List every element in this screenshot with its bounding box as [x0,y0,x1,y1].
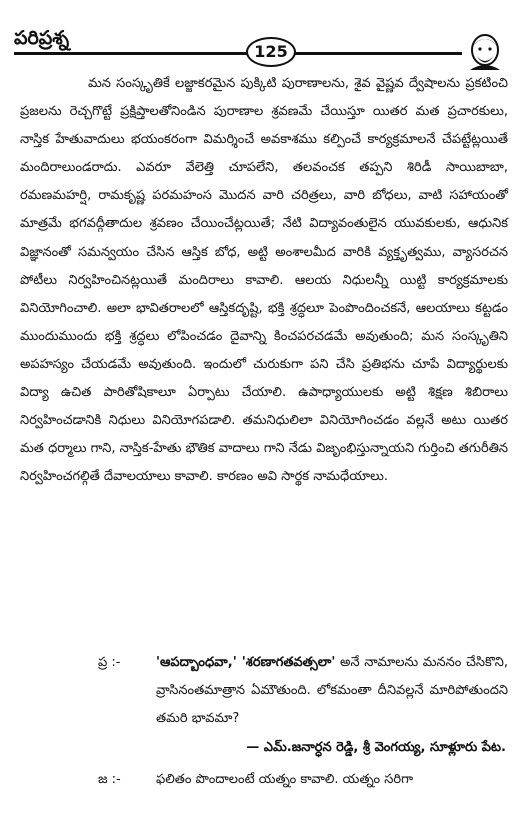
question-marker: ప్ర :- [98,655,121,670]
author-portrait-icon [466,30,504,70]
question-text: అనే నామాలను మననం చేసికొని, వ్రాసినంతమాత్రాన ఏమౌతుంది. లోకమంతా దీనివల్లనే మారిపోతుందని తమరి భావమా? [156,655,508,726]
question-block [20,649,508,733]
question-content [156,649,508,733]
answer-block [20,766,508,794]
answer-text: ఫలితం పొందాలంటే యత్నం కావాలి. యత్నం సరిగా [156,772,414,787]
running-header-title: పరిప్రశ్న [14,27,70,49]
paragraph-text: మన సంస్కృతికే లజ్జాకరమైన పుక్కిటి పురాణాలను, శైవ వైష్ణవ ద్వేషాలను ప్రకటించి ప్రజలను రెచ్చగొట్టే ప్రక్షిప్తాలతోనిండిన పురాణాల శ్రవణమే చేయిస్తూ యితర మత ప్రచారకులు, నాస్తిక హేతువాదులు భయంకరంగా విమర్శించే అవకాశము కల్పించే కార్యక్రమాలనే చేపట్టేట్లయితే మందిరాలుండరాదు. ఎవరూ వేలెత్తి చూపలేని, తలవంచక తప్పని శిరిడీ సాయిబాబా, రమణమహర్షి, రామకృష్ణ పరమహంస మొదన వారి చరిత్రలు, వారి బోధలు, వాటి సహాయంతో మాత్రమే భగవద్గీతాదుల శ్రవణం చేయించేట్లయితే; నేటి విద్యావంతులైన యువకులకు, ఆధునిక విజ్ఞానంతో సమన్వయం చేసిన ఆస్తిక బోధ, అట్టి అంశాలమీద వారికి వ్యక్తృత్వము, వ్యాసరచన పోటీలు నిర్వహించినట్లయితే మందిరాలు కావాలి. ఆలయ నిధులన్నీ యిట్టి కార్యక్రమాలకు వినియోగించాలి. అలా భావితరాలలో ఆస్తికదృష్టి, భక్తి శ్రద్ధలూ పెంపొందించకనే, ఆలయాలు కట్టడం ముందుముందు భక్తి శ్రద్ధలు లోపించడం దైవాన్ని కించపరచడమే అవుతుంది; మన సంస్కృతిని అపహస్యం చేయడమే అవుతుంది. ఇందులో చురుకుగా పని చేసి ప్రతిభను చూపే విద్యార్థులకు విద్యా ఉచిత పారితోషికాలూ ఏర్పాటు చేయాలి. ఉపాధ్యాయులకు అట్టి శిక్షణ శిబిరాలు నిర్వహించడానికి నిధులు వినియోగపడాలి. తమనిధులిలా వినియోగించడం వల్లనే అటు యితర మత ధర్మాలు గాని, నాస్తిక-హేతు భౌతిక వాదాలు గాని నేడు విజృంభిస్తున్నాయని గుర్తించి తగురీతిన నిర్వహించగల్గితే దేవాలయాలు కావాలి. కారణం అవి సార్థక నామధేయాలు. [20,76,508,485]
question-emphasis: 'ఆపద్బాంధవా,' 'శరణాగతవత్సలా' [156,655,336,670]
body-paragraph [20,70,508,491]
answer-marker: జ :- [98,772,121,787]
header-rule [14,52,462,55]
page-number-badge: 125 [246,37,296,67]
question-signature: — ఎమ్.జనార్ధన రెడ్డి, శ్రీ వెంగయ్య, సూళ్లూరు పేట. [246,740,506,755]
